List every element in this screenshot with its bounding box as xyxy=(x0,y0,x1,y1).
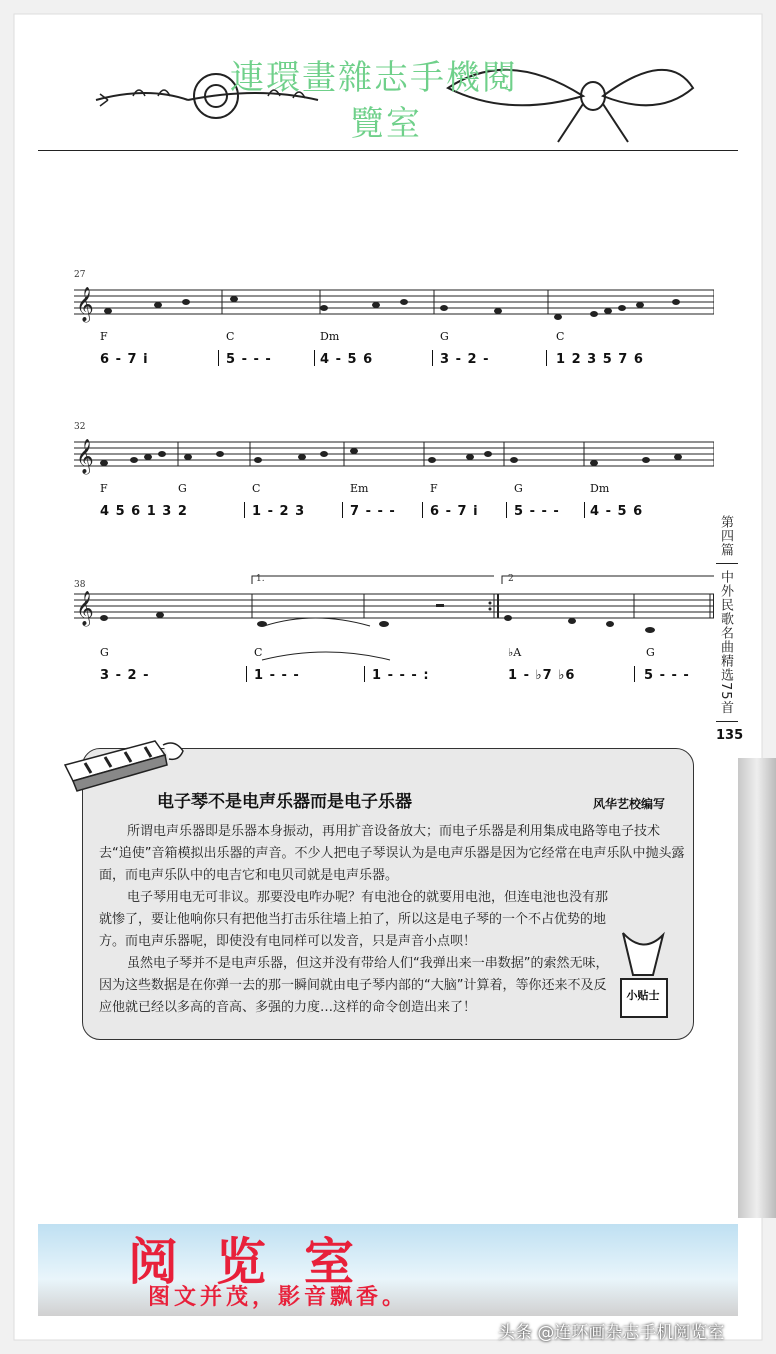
header-title-line1: 連環畫雜志手機閱 xyxy=(230,58,518,98)
jianpu-measure: 4 5 6 1 3 2 xyxy=(100,504,188,519)
chord-symbol: C xyxy=(556,330,565,343)
chord-symbol: F xyxy=(430,482,438,495)
magazine-header xyxy=(38,38,738,150)
jianpu-barline xyxy=(506,502,507,518)
jianpu-measure: 5 - - - xyxy=(514,504,560,519)
article-paragraph: 所谓电声乐器即是乐器本身振动，再用扩音设备放大；而电子乐器是利用集成电路等电子技术去“追使”音箱模拟出乐器的声音。不少人把电子琴误认为是电声乐器是因为它经常在电声乐队中抛头露面，而电声乐队中的电吉它和电贝司就是电声乐器。 xyxy=(99,824,685,883)
page-edge-shading xyxy=(738,758,776,1218)
banner-title: 阅览室 xyxy=(128,1232,392,1291)
jianpu-measure: 4 - 5 6 xyxy=(320,352,374,367)
jianpu-barline xyxy=(422,502,423,518)
chord-symbol: G xyxy=(646,646,655,659)
chord-symbol: Em xyxy=(350,482,369,495)
jianpu-measure: 1 2 3 5 7 6 xyxy=(556,352,644,367)
chord-symbol: C xyxy=(252,482,261,495)
chapter-label: 第四篇 xyxy=(718,515,733,557)
jianpu-barline xyxy=(218,350,219,366)
jianpu-measure: 5 - - - xyxy=(226,352,272,367)
jianpu-measure: 1 - - - xyxy=(254,668,300,683)
chord-symbol: G xyxy=(100,646,109,659)
jianpu-barline xyxy=(584,502,585,518)
page xyxy=(38,38,744,1316)
jianpu-barline xyxy=(314,350,315,366)
staff xyxy=(74,434,714,484)
article-paragraph: 虽然电子琴并不是电声乐器，但这并没有带给人们“我弹出来一串数据”的索然无味，因为这些数据是在你弹一去的那一瞬间就由电子琴内部的“大脑”计算着，等你还来不及反应他就已经以多高的音高、多强的力度…这样的命令创造出来了！ xyxy=(99,956,609,1015)
sidebar-divider xyxy=(716,721,738,722)
section-label: 中外民歌名曲精选75首 xyxy=(718,570,733,715)
score-page xyxy=(38,178,744,1178)
chord-symbol: C xyxy=(254,646,263,659)
chord-symbol: G xyxy=(514,482,523,495)
jianpu-measure: 6 - 7 i xyxy=(430,504,479,519)
chord-symbol: C xyxy=(226,330,235,343)
header-title-line2: 覽室 xyxy=(350,104,422,144)
bar-number: 32 xyxy=(74,422,86,432)
jianpu-measure: 3 - 2 - xyxy=(440,352,490,367)
chord-symbol: F xyxy=(100,482,108,495)
page-number: 135 xyxy=(716,727,744,743)
jianpu-barline xyxy=(634,666,635,682)
score-system-3 xyxy=(74,574,714,704)
chord-symbol: ♭A xyxy=(508,646,522,659)
jianpu-barline xyxy=(342,502,343,518)
chord-symbol: G xyxy=(440,330,449,343)
tip-box xyxy=(82,748,694,1040)
jianpu-measure: 3 - 2 - xyxy=(100,668,150,683)
jianpu-measure: 1 - - - : xyxy=(372,668,430,683)
article-title: 电子琴不是电声乐器而是电子乐器 xyxy=(157,792,412,812)
jianpu-barline xyxy=(432,350,433,366)
article-author: 风华艺校编写 xyxy=(593,797,666,811)
jianpu-measure: 1 - ♭7 ♭6 xyxy=(508,668,576,683)
banner-slogan: 图文并茂，影音飘香。 xyxy=(148,1285,409,1310)
page-sidebar xyxy=(716,515,744,743)
piano-keys-illustration xyxy=(55,735,195,795)
jianpu-barline xyxy=(244,502,245,518)
svg-text:𝄞: 𝄞 xyxy=(76,591,94,626)
sidebar-divider xyxy=(716,563,738,564)
jianpu-measure: 6 - 7 i xyxy=(100,352,149,367)
chord-symbol: Dm xyxy=(590,482,610,495)
chord-symbol: G xyxy=(178,482,187,495)
article-paragraph: 电子琴用电无可非议。那要没电咋办呢？有电池仓的就要用电池，但连电池也没有那就惨了，要让他响你只有把他当打击乐往墙上拍了，所以这是电子琴的一个不占优势的地方。而电声乐器呢，即使没有电同样可以发音，只是声音小点呗！ xyxy=(99,890,609,949)
jianpu-measure: 4 - 5 6 xyxy=(590,504,644,519)
svg-text:𝄞: 𝄞 xyxy=(76,439,94,474)
bar-number: 38 xyxy=(74,580,86,590)
score-system-1 xyxy=(74,270,714,380)
score-system-2 xyxy=(74,422,714,532)
tip-badge xyxy=(613,925,673,1021)
watermark: 头条 @连环画杂志手机阅览室 xyxy=(498,1323,725,1343)
jianpu-measure: 1 - 2 3 xyxy=(252,504,306,519)
staff xyxy=(74,282,714,332)
jianpu-barline xyxy=(364,666,365,682)
jianpu-measure: 7 - - - xyxy=(350,504,396,519)
volta-2: 2 xyxy=(508,574,514,584)
jianpu-barline xyxy=(546,350,547,366)
jianpu-tie xyxy=(260,648,400,662)
bar-number: 27 xyxy=(74,270,86,280)
gramophone-icon xyxy=(613,925,673,1021)
svg-text:𝄞: 𝄞 xyxy=(76,287,94,322)
staff xyxy=(74,574,714,636)
volta-1: 1. xyxy=(256,574,265,584)
tip-badge-label: 小贴士 xyxy=(626,989,660,1002)
jianpu-barline xyxy=(246,666,247,682)
chord-symbol: Dm xyxy=(320,330,340,343)
header-rule xyxy=(38,150,738,151)
reading-room-banner xyxy=(38,1224,738,1316)
jianpu-measure: 5 - - - xyxy=(644,668,690,683)
chord-symbol: F xyxy=(100,330,108,343)
